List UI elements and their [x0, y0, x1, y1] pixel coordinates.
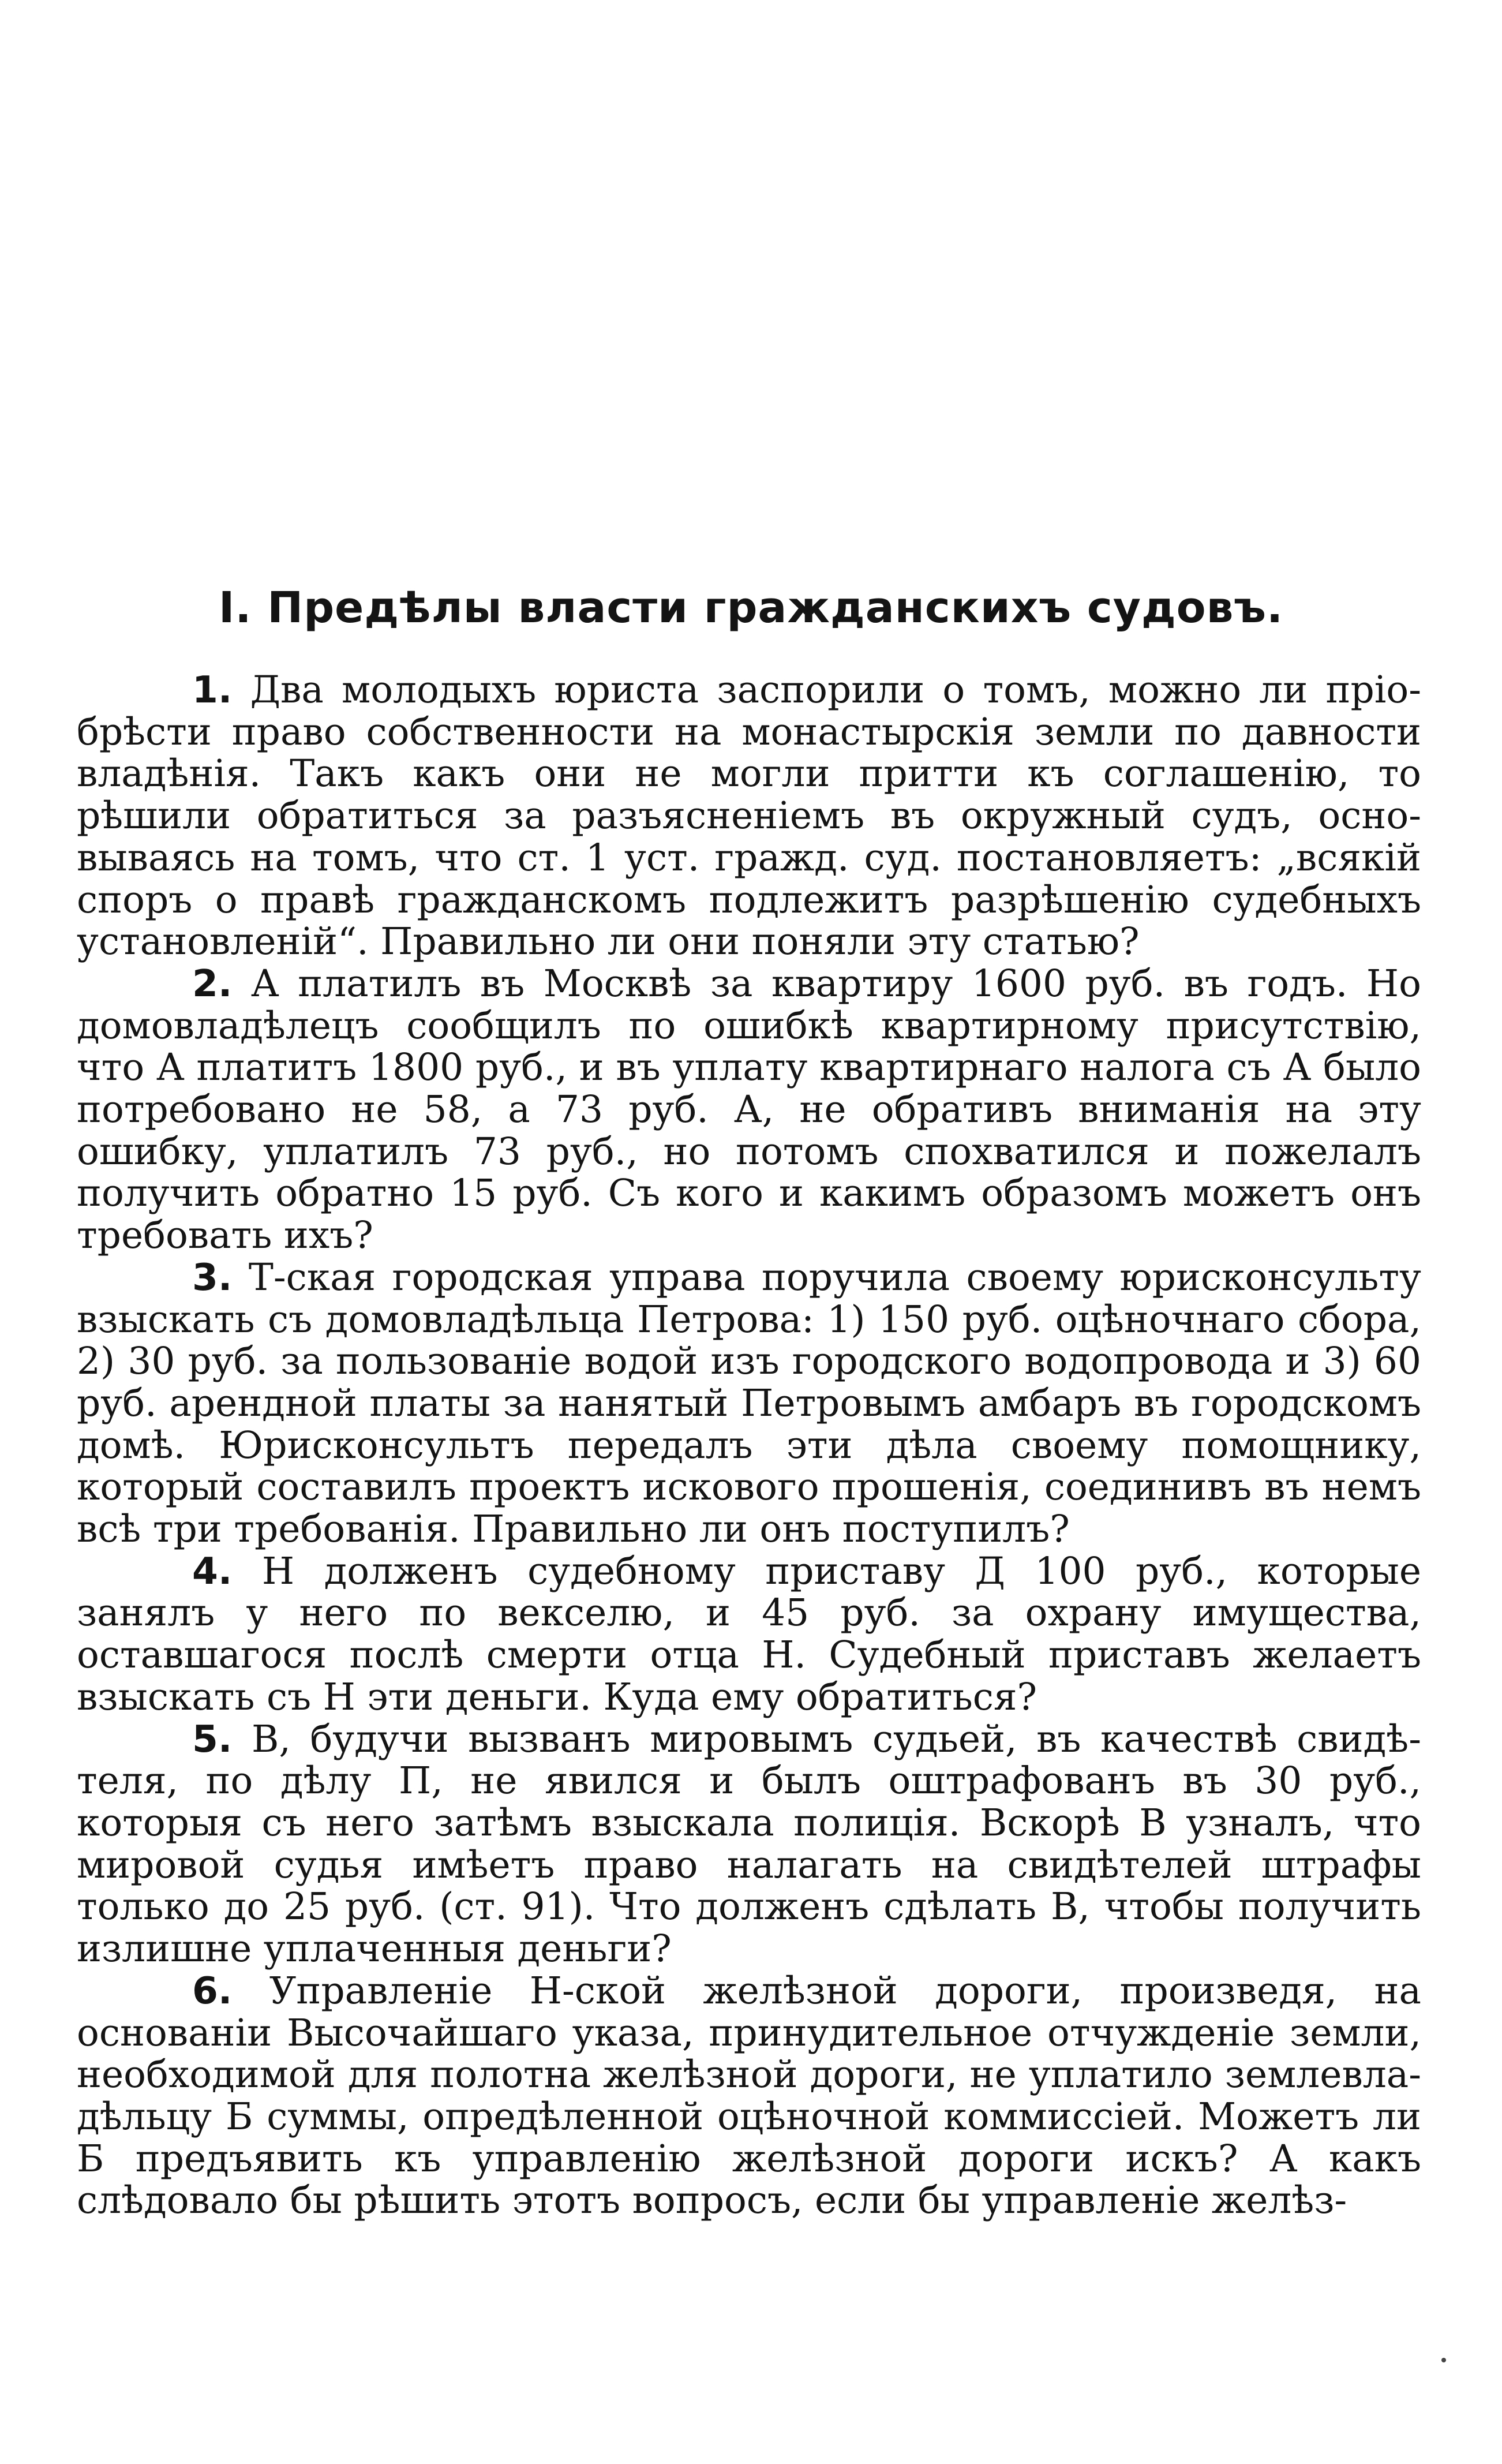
problems-list	[77, 670, 1421, 2222]
problem-1	[77, 670, 1421, 963]
problem-text: А платилъ въ Москвѣ за квартиру 1600 руб. въ годъ. Но домовладѣлецъ сообщилъ по ошибкѣ квартирному присутствію, что А платитъ 1800 руб., и въ уплату квартирнаго налога съ А было потребовано не 58, а 73 руб. А, не обративъ вниманія на эту ошибку, уплатилъ 73 руб., но потомъ спохватился и пожелалъ получить обратно 15 руб. Съ кого и какимъ образомъ можетъ онъ требовать ихъ?	[77, 962, 1421, 1258]
problem-number: 3.	[192, 1255, 233, 1299]
problem-text: В, будучи вызванъ мировымъ судьей, въ качествѣ свидѣтеля, по дѣлу П, не явился и былъ оштрафованъ въ 30 руб., которыя съ него затѣмъ взыскала полиція. Вскорѣ В узналъ, что мировой судья имѣетъ право налагать на свидѣтелей штрафы только до 25 руб. (ст. 91). Что долженъ сдѣлать В, чтобы получить излишне уплаченныя деньги?	[77, 1717, 1421, 1971]
problem-text: Два молодыхъ юриста заспорили о томъ, можно ли пріобрѣсти право собственности на монастырскія земли по давности владѣнія. Такъ какъ они не могли притти къ соглашенію, то рѣшили обратиться за разъясненіемъ въ окружный судъ, основываясь на томъ, что ст. 1 уст. гражд. суд. постановляетъ: „всякій споръ о правѣ гражданскомъ подлежитъ разрѣшенію судебныхъ установленій“. Правильно ли они поняли эту статью?	[77, 668, 1421, 964]
problem-2	[77, 963, 1421, 1257]
problem-5	[77, 1719, 1421, 1971]
margin-dot	[1441, 2358, 1446, 2362]
problem-number: 6.	[192, 1969, 233, 2013]
problem-number: 1.	[192, 668, 233, 712]
problem-text: Т-ская городская управа поручила своему юрисконсульту взыскать съ домовладѣльца Петрова: 1) 150 руб. оцѣночнаго сбора, 2) 30 руб. за пользованіе водой изъ городского водопровода и 3) 60 руб. арендной платы за нанятый Петровымъ амбаръ въ городскомъ домѣ. Юрисконсультъ передалъ эти дѣла своему помощнику, который составилъ проектъ искового прошенія, соединивъ въ немъ всѣ три требованія. Правильно ли онъ поступилъ?	[77, 1255, 1421, 1551]
problem-number: 5.	[192, 1717, 233, 1761]
problem-4	[77, 1551, 1421, 1719]
problem-number: 2.	[192, 962, 233, 1005]
problem-text: Н долженъ судебному приставу Д 100 руб., которые занялъ у него по векселю, и 45 руб. за охрану имущества, оставшагося послѣ смерти отца Н. Судебный приставъ желаетъ взыскать съ Н эти деньги. Куда ему обратиться?	[77, 1549, 1421, 1719]
problem-6	[77, 1971, 1421, 2222]
problem-number: 4.	[192, 1549, 233, 1593]
section-title: I. Предѣлы власти гражданскихъ судовъ.	[218, 583, 1284, 633]
problem-3	[77, 1257, 1421, 1551]
problem-text: Управленіе Н-ской желѣзной дороги, произведя, на основаніи Высочайшаго указа, принудительное отчужденіе земли, необходимой для полотна желѣзной дороги, не уплатило землевладѣльцу Б суммы, опредѣленной оцѣночной коммиссіей. Можетъ ли Б предъявить къ управленію желѣзной дороги искъ? А какъ слѣдовало бы рѣшить этотъ вопросъ, если бы управленіе желѣз-	[77, 1969, 1421, 2223]
